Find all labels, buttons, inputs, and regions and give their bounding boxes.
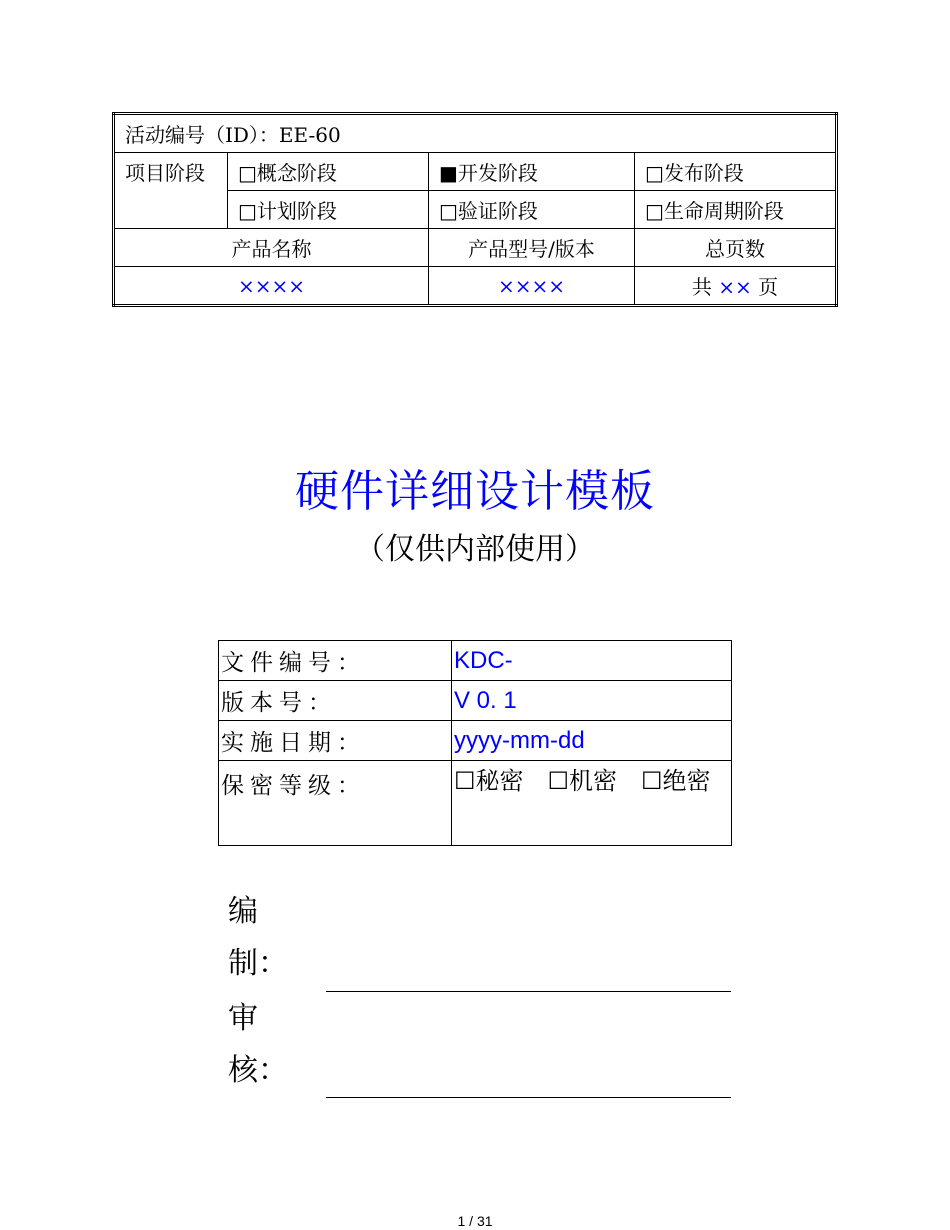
secrecy-level-options[interactable]: ☐秘密 ☐机密 ☐绝密 [452, 761, 732, 846]
total-pages-value [635, 267, 837, 306]
document-info-table [218, 640, 732, 846]
prepared-by-label: 编制： [228, 894, 288, 981]
document-subtitle: （仅供内部使用） [355, 532, 595, 567]
secrecy-level-label: 保密等级： [219, 761, 452, 846]
phase-label: 项目阶段 [114, 153, 228, 229]
pages-count: ×× [718, 275, 752, 299]
activity-id: 活动编号（ID）：EE-60 [114, 114, 837, 153]
header-total-pages: 总页数 [635, 229, 837, 267]
product-model-value: ×××× [429, 267, 635, 306]
page-number: 1 / 31 [457, 1213, 493, 1229]
prepared-by-signature-line[interactable] [326, 991, 731, 992]
phase-release[interactable]: □发布阶段 [635, 153, 837, 191]
version-label: 版本号： [219, 681, 452, 721]
phase-lifecycle[interactable]: □生命周期阶段 [635, 191, 837, 229]
document-title: 硬件详细设计模板 [295, 466, 655, 517]
effective-date-value: yyyy-mm-dd [452, 721, 732, 761]
pages-suffix: 页 [751, 275, 779, 299]
version-value: V 0. 1 [452, 681, 732, 721]
phase-verification[interactable]: □验证阶段 [429, 191, 635, 229]
product-name-value: ×××× [114, 267, 429, 306]
file-number-value: KDC- [452, 641, 732, 681]
phase-development[interactable]: ■开发阶段 [429, 153, 635, 191]
reviewed-by-label: 审核： [228, 1001, 288, 1088]
file-number-label: 文件编号： [219, 641, 452, 681]
header-product-model: 产品型号/版本 [429, 229, 635, 267]
header-product-name: 产品名称 [114, 229, 429, 267]
phase-plan[interactable]: □计划阶段 [228, 191, 429, 229]
project-info-table [112, 112, 838, 307]
reviewed-by-signature-line[interactable] [326, 1097, 731, 1098]
phase-concept[interactable]: □概念阶段 [228, 153, 429, 191]
pages-prefix: 共 [691, 275, 719, 299]
effective-date-label: 实施日期： [219, 721, 452, 761]
